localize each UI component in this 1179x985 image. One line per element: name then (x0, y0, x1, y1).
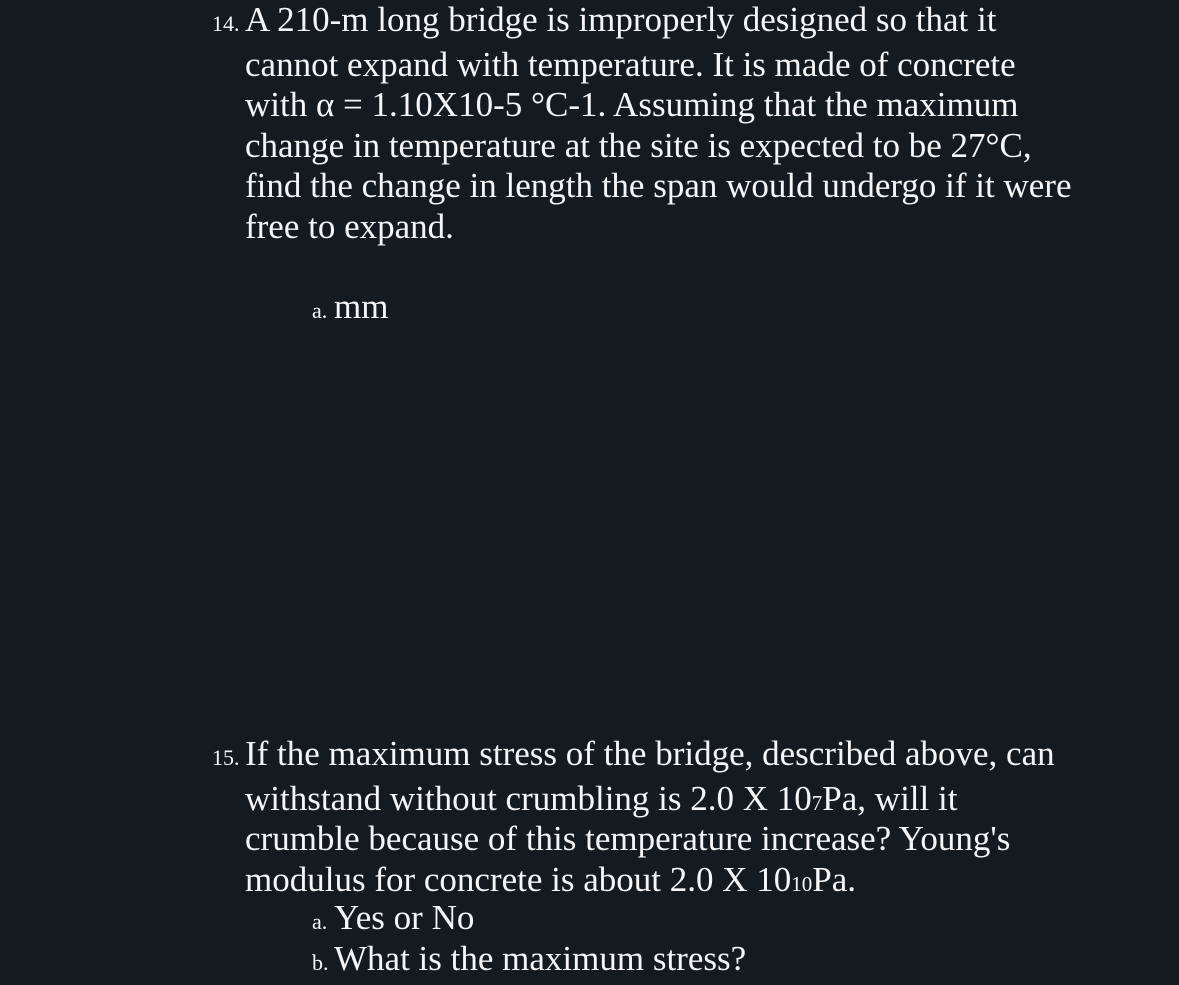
answer-a-label: a. (312, 909, 328, 934)
answer-a-text: Yes or No (334, 898, 475, 937)
question-14-number: 14. (212, 11, 240, 36)
question-14-text-line: with α = 1.10X10-5 °C-1. Assuming that the maximum (245, 85, 1019, 124)
question-15-text-line: crumble because of this temperature increase? Young's (245, 819, 1011, 858)
stress-text: withstand without crumbling is 2.0 X 10 (245, 778, 812, 818)
question-15-text-line: If the maximum stress of the bridge, described above, can (245, 734, 1055, 773)
question-15-answer-a (312, 898, 474, 938)
question-15-text-line: modulus for concrete is about 2.0 X 10 10 Pa. (245, 859, 857, 899)
question-14-text-line: free to expand. (245, 206, 454, 246)
question-14-text-line: change in temperature at the site is expected to be 27°C, (245, 125, 1032, 165)
question-14-answer-a (312, 287, 388, 327)
question-15-line-1 (212, 734, 1112, 779)
answer-a-unit: mm (334, 287, 389, 326)
question-15-text-line: withstand without crumbling is 2.0 X 10 7 Pa, will it (245, 778, 958, 818)
answer-a-label: a. (312, 298, 328, 323)
answer-b-label: b. (312, 950, 329, 975)
question-14-text-line: A 210-m long bridge is improperly designed so that it (245, 0, 997, 39)
stress-unit-text: Pa, will it (822, 778, 958, 818)
question-15-answer-b (312, 939, 746, 979)
modulus-unit-text: Pa. (812, 859, 857, 899)
question-15 (212, 734, 1112, 900)
question-15-number: 15. (212, 745, 240, 770)
answer-b-text: What is the maximum stress? (334, 939, 747, 978)
question-14-text-line: find the change in length the span would undergo if it were (245, 166, 1072, 205)
question-14-line-1 (212, 0, 1112, 45)
question-14 (212, 0, 1112, 247)
question-14-text-line: cannot expand with temperature. It is made of concrete (245, 44, 1016, 84)
modulus-text: modulus for concrete is about 2.0 X 10 (245, 859, 792, 899)
